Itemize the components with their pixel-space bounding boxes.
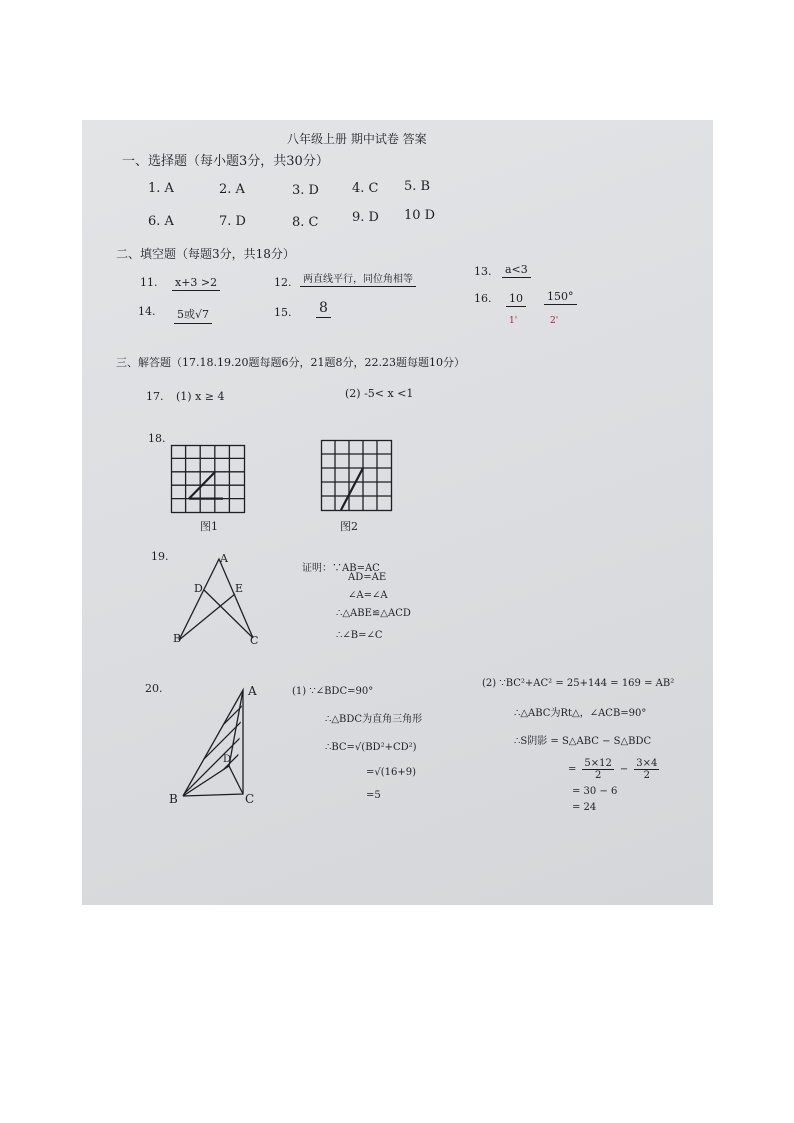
answer-6: 6. A (148, 214, 174, 229)
q18-number: 18. (148, 432, 166, 445)
q18-figure-2-label: 图2 (340, 520, 358, 533)
q14-answer: 5或√7 (174, 306, 212, 324)
q18-figure-1-label: 图1 (200, 520, 218, 533)
answer-2: 2. A (219, 182, 245, 197)
q20-p2-fraction-2-numerator: 3×4 (636, 758, 658, 769)
answer-10: 10 D (404, 208, 436, 223)
q20-number: 20. (145, 682, 163, 695)
answer-4: 4. C (352, 181, 379, 196)
q20-p2-line-6: = 24 (572, 802, 597, 813)
q13-answer: a<3 (502, 263, 531, 278)
q15-number: 15. (274, 306, 292, 319)
q20-p2-fraction-1-denominator: 2 (594, 770, 602, 781)
q16-number: 16. (474, 292, 492, 305)
section3-heading: 三、解答题（17.18.19.20题每题6分，21题8分，22.23题每题10分） (116, 356, 465, 369)
q20-p1-line-3: ∴BC=√(BD²+CD²) (325, 742, 417, 753)
q16-score-2: 2' (550, 316, 559, 326)
q20-p2-line-1: (2) ∵BC²+AC² = 25+144 = 169 = AB² (482, 678, 675, 689)
q17-number: 17. (146, 390, 164, 403)
q20-point-A: A (248, 684, 257, 698)
q20-p2-line-4 (568, 758, 659, 781)
q11-answer: x+3 >2 (172, 276, 220, 291)
q19-point-D: D (194, 582, 203, 595)
q20-p2-equals: = (568, 764, 577, 775)
q20-p2-line-3: ∴S阴影 = S△ABC − S△BDC (514, 736, 652, 747)
q17-part1: (1) x ≥ 4 (176, 390, 225, 403)
q20-point-D: D (223, 754, 232, 765)
q20-point-B: B (169, 792, 178, 806)
q19-proof-line-5: ∴∠B=∠C (336, 630, 383, 641)
q20-p2-fraction-2 (634, 758, 659, 781)
q14-number: 14. (138, 305, 156, 318)
q16-answer-2: 150° (544, 290, 577, 305)
q16-score-1: 1' (509, 316, 518, 326)
answer-7: 7. D (219, 214, 246, 229)
answer-8: 8. C (292, 215, 319, 230)
answer-5: 5. B (404, 179, 431, 194)
q20-triangle-figure (177, 686, 257, 801)
q20-p1-line-5: =5 (366, 790, 381, 801)
q12-answer: 两直线平行，同位角相等 (300, 270, 416, 287)
q20-p1-line-4: =√(16+9) (366, 767, 417, 778)
q19-number: 19. (151, 550, 169, 563)
q20-p2-minus: − (619, 764, 629, 775)
q17-part2: (2) -5< x <1 (345, 387, 414, 400)
answer-sheet-photo (82, 120, 713, 905)
q13-number: 13. (474, 265, 492, 278)
q16-answer-1: 10 (506, 292, 526, 307)
page-title: 八年级上册 期中试卷 答案 (287, 132, 427, 146)
q11-number: 11. (140, 276, 158, 289)
q20-p2-fraction-1-numerator: 5×12 (584, 758, 612, 769)
q12-number: 12. (274, 276, 292, 289)
q15-answer: 8 (316, 300, 331, 318)
section2-heading: 二、填空题（每题3分，共18分） (116, 247, 295, 261)
q19-point-C: C (250, 634, 259, 647)
q19-proof-line-1: 证明：∵AB=AC (302, 563, 380, 574)
q20-p2-line-5: = 30 − 6 (572, 786, 618, 797)
q20-point-C: C (245, 792, 255, 806)
q20-p2-fraction-2-denominator: 2 (643, 770, 650, 781)
q18-grid-figure-1 (171, 445, 246, 515)
q20-p1-line-2: ∴△BDC为直角三角形 (325, 714, 423, 725)
q20-p1-line-1: (1) ∵∠BDC=90° (292, 686, 374, 697)
q19-point-B: B (173, 632, 182, 645)
section1-heading: 一、选择题（每小题3分，共30分） (122, 154, 329, 169)
q20-p2-fraction-1 (582, 758, 613, 781)
q18-grid-figure-2 (321, 440, 393, 512)
q19-point-E: E (235, 582, 244, 595)
q20-p2-line-2: ∴△ABC为Rt△，∠ACB=90° (514, 708, 647, 719)
answer-1: 1. A (148, 181, 174, 196)
q19-point-A: A (220, 552, 228, 565)
answer-9: 9. D (352, 210, 379, 225)
q19-proof-line-4: ∴△ABE≌△ACD (336, 608, 411, 619)
q19-proof-line-2: AD=AE (348, 572, 387, 583)
q19-proof-line-3: ∠A=∠A (348, 590, 388, 601)
answer-3: 3. D (292, 183, 319, 198)
